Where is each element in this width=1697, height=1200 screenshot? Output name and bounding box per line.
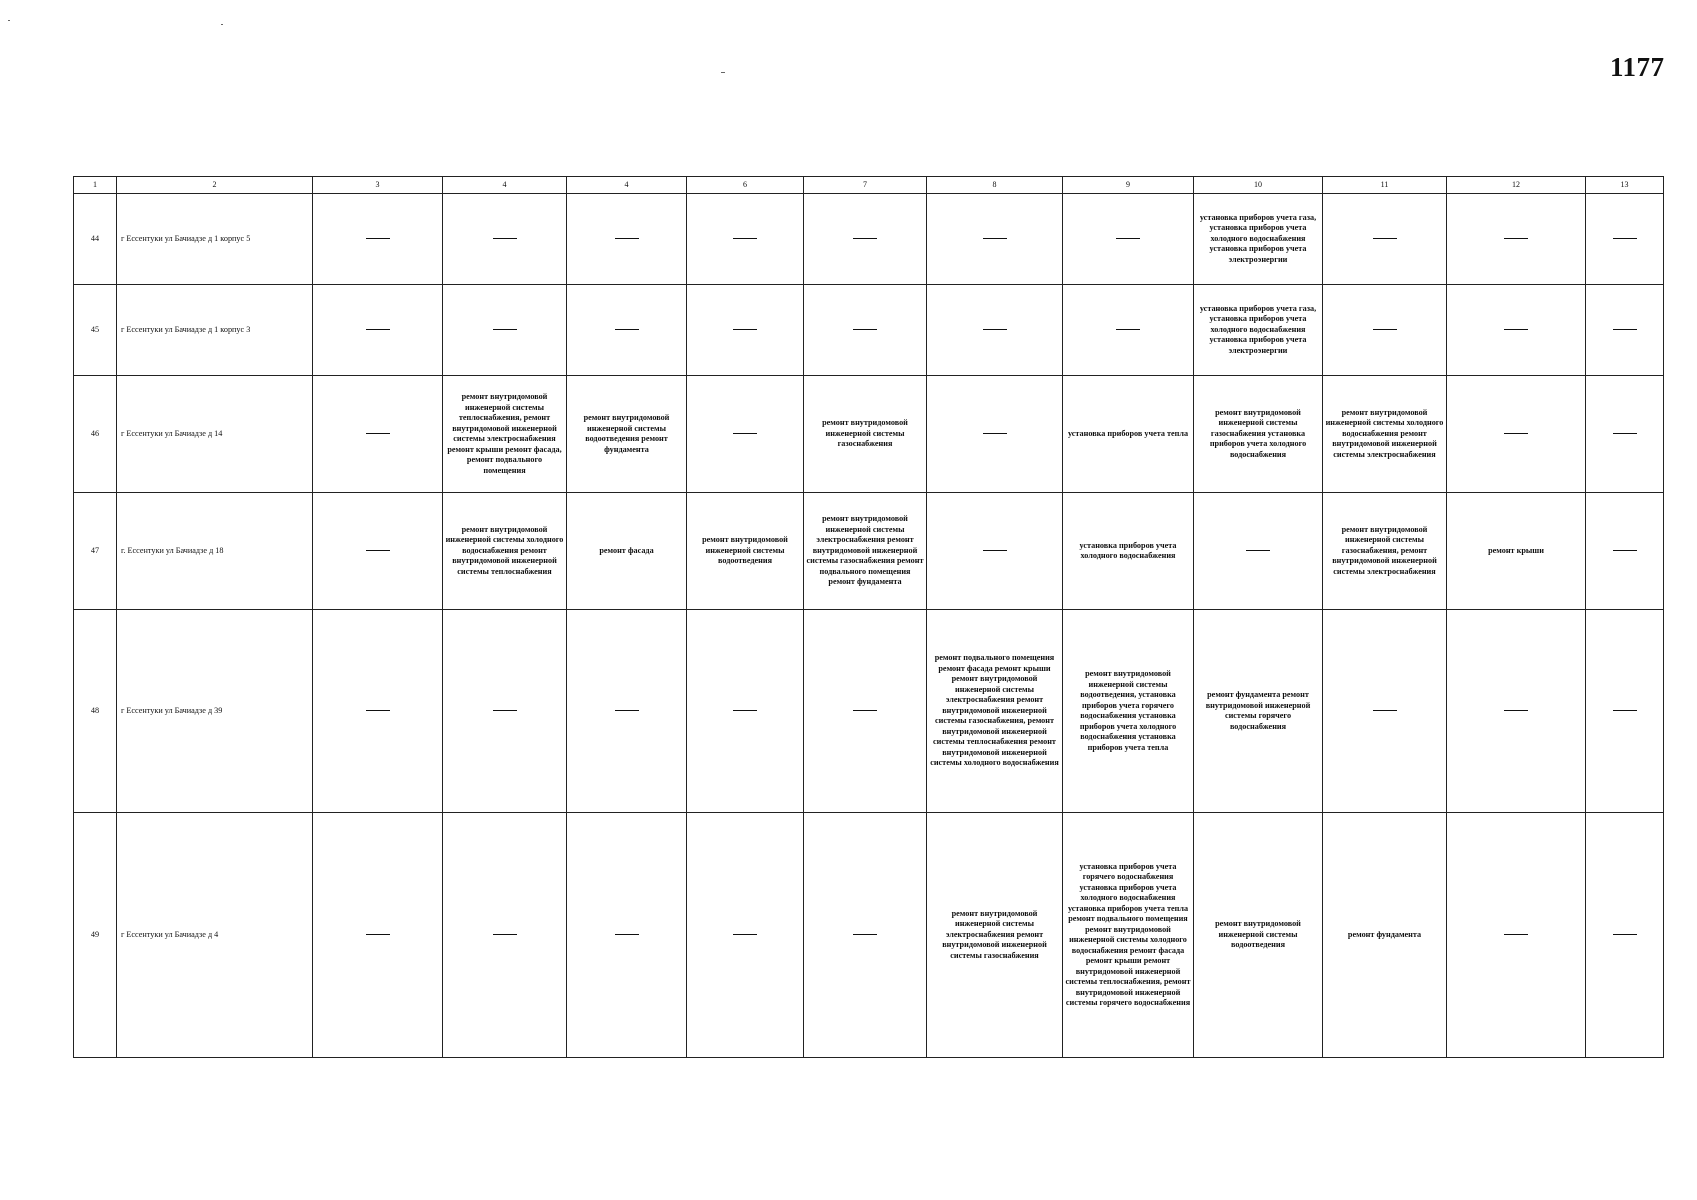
dash-mark bbox=[615, 934, 639, 935]
dash-mark bbox=[853, 329, 877, 330]
dash-mark bbox=[1613, 710, 1637, 711]
empty-cell bbox=[687, 376, 804, 493]
building-address: г Ессентуки ул Бачиадзе д 39 bbox=[117, 610, 313, 813]
dash-mark bbox=[366, 433, 390, 434]
repair-plan-table bbox=[73, 176, 1664, 1058]
empty-cell bbox=[687, 194, 804, 285]
scan-speck bbox=[8, 20, 10, 21]
work-description-cell: ремонт внутридомовой инженерной системы электроснабжения ремонт внутридомовой инженерной системы газоснабжения ремонт подвального помещения ремонт фундамента bbox=[804, 493, 927, 610]
work-description-cell: установка приборов учета тепла bbox=[1063, 376, 1194, 493]
empty-cell bbox=[1063, 285, 1194, 376]
work-description-cell: ремонт внутридомовой инженерной системы водоотведения bbox=[1194, 813, 1323, 1058]
work-description-cell: ремонт внутридомовой инженерной системы водоотведения ремонт фундамента bbox=[567, 376, 687, 493]
dash-mark bbox=[1504, 329, 1528, 330]
column-number: 9 bbox=[1063, 177, 1194, 194]
dash-mark bbox=[853, 934, 877, 935]
dash-mark bbox=[1613, 329, 1637, 330]
empty-cell bbox=[567, 610, 687, 813]
row-number: 48 bbox=[74, 610, 117, 813]
building-address: г. Ессентуки ул Бачиадзе д 18 bbox=[117, 493, 313, 610]
column-number: 6 bbox=[687, 177, 804, 194]
dash-mark bbox=[1373, 710, 1397, 711]
table-row bbox=[74, 285, 1664, 376]
page-number: 1177 bbox=[1610, 52, 1665, 82]
work-description-cell: ремонт фундамента bbox=[1323, 813, 1447, 1058]
work-description-cell: установка приборов учета холодного водоснабжения bbox=[1063, 493, 1194, 610]
dash-mark bbox=[1504, 238, 1528, 239]
empty-cell bbox=[567, 285, 687, 376]
column-number: 3 bbox=[313, 177, 443, 194]
table-row bbox=[74, 610, 1664, 813]
dash-mark bbox=[983, 550, 1007, 551]
empty-cell bbox=[687, 813, 804, 1058]
column-number: 10 bbox=[1194, 177, 1323, 194]
empty-cell bbox=[927, 194, 1063, 285]
column-number: 8 bbox=[927, 177, 1063, 194]
table-row bbox=[74, 194, 1664, 285]
empty-cell bbox=[927, 285, 1063, 376]
empty-cell bbox=[687, 610, 804, 813]
row-number: 46 bbox=[74, 376, 117, 493]
work-description-cell: ремонт внутридомовой инженерной системы газоснабжения установка приборов учета холодного водоснабжения bbox=[1194, 376, 1323, 493]
dash-mark bbox=[366, 934, 390, 935]
dash-mark bbox=[366, 710, 390, 711]
work-description-cell: ремонт внутридомовой инженерной системы холодного водоснабжения ремонт внутридомовой инженерной системы теплоснабжения bbox=[443, 493, 567, 610]
column-number: 4 bbox=[443, 177, 567, 194]
work-description-cell: ремонт внутридомовой инженерной системы электроснабжения ремонт внутридомовой инженерной системы газоснабжения bbox=[927, 813, 1063, 1058]
row-number: 49 bbox=[74, 813, 117, 1058]
dash-mark bbox=[853, 710, 877, 711]
empty-cell bbox=[804, 813, 927, 1058]
empty-cell bbox=[1447, 813, 1586, 1058]
row-number: 44 bbox=[74, 194, 117, 285]
column-number: 11 bbox=[1323, 177, 1447, 194]
work-description-cell: ремонт внутридомовой инженерной системы водоотведения bbox=[687, 493, 804, 610]
empty-cell bbox=[927, 376, 1063, 493]
empty-cell bbox=[1447, 610, 1586, 813]
building-address: г Ессентуки ул Бачиадзе д 1 корпус 3 bbox=[117, 285, 313, 376]
column-number: 7 bbox=[804, 177, 927, 194]
dash-mark bbox=[1373, 238, 1397, 239]
empty-cell bbox=[1586, 493, 1664, 610]
work-description-cell: установка приборов учета газа, установка приборов учета холодного водоснабжения установка приборов учета электроэнергии bbox=[1194, 194, 1323, 285]
empty-cell bbox=[313, 610, 443, 813]
column-number-row bbox=[74, 177, 1664, 194]
work-description-cell: ремонт внутридомовой инженерной системы газоснабжения bbox=[804, 376, 927, 493]
dash-mark bbox=[615, 710, 639, 711]
dash-mark bbox=[493, 934, 517, 935]
empty-cell bbox=[1586, 813, 1664, 1058]
empty-cell bbox=[927, 493, 1063, 610]
empty-cell bbox=[1586, 194, 1664, 285]
dash-mark bbox=[1613, 934, 1637, 935]
dash-mark bbox=[1613, 550, 1637, 551]
empty-cell bbox=[1586, 285, 1664, 376]
dash-mark bbox=[983, 329, 1007, 330]
dash-mark bbox=[1504, 710, 1528, 711]
dash-mark bbox=[1504, 934, 1528, 935]
dash-mark bbox=[615, 329, 639, 330]
work-description-cell: ремонт внутридомовой инженерной системы теплоснабжения, ремонт внутридомовой инженерной системы электроснабжения ремонт крыши ремонт фасада, ремонт подвального помещения bbox=[443, 376, 567, 493]
dash-mark bbox=[1116, 329, 1140, 330]
dash-mark bbox=[366, 329, 390, 330]
work-description-cell: ремонт внутридомовой инженерной системы газоснабжения, ремонт внутридомовой инженерной системы электроснабжения bbox=[1323, 493, 1447, 610]
dash-mark bbox=[1246, 550, 1270, 551]
dash-mark bbox=[366, 550, 390, 551]
dash-mark bbox=[983, 433, 1007, 434]
dash-mark bbox=[733, 934, 757, 935]
dash-mark bbox=[493, 710, 517, 711]
scan-speck bbox=[721, 72, 725, 73]
table-row bbox=[74, 376, 1664, 493]
empty-cell bbox=[804, 285, 927, 376]
dash-mark bbox=[615, 238, 639, 239]
dash-mark bbox=[1613, 433, 1637, 434]
work-description-cell: установка приборов учета газа, установка приборов учета холодного водоснабжения установка приборов учета электроэнергии bbox=[1194, 285, 1323, 376]
empty-cell bbox=[1194, 493, 1323, 610]
work-description-cell: ремонт фундамента ремонт внутридомовой инженерной системы горячего водоснабжения bbox=[1194, 610, 1323, 813]
empty-cell bbox=[1586, 376, 1664, 493]
building-address: г Ессентуки ул Бачиадзе д 14 bbox=[117, 376, 313, 493]
empty-cell bbox=[1447, 285, 1586, 376]
row-number: 45 bbox=[74, 285, 117, 376]
empty-cell bbox=[1323, 610, 1447, 813]
dash-mark bbox=[733, 710, 757, 711]
column-number: 1 bbox=[74, 177, 117, 194]
empty-cell bbox=[687, 285, 804, 376]
column-number: 2 bbox=[117, 177, 313, 194]
work-description-cell: ремонт крыши bbox=[1447, 493, 1586, 610]
empty-cell bbox=[1447, 194, 1586, 285]
empty-cell bbox=[804, 610, 927, 813]
dash-mark bbox=[733, 329, 757, 330]
dash-mark bbox=[1504, 433, 1528, 434]
empty-cell bbox=[1586, 610, 1664, 813]
building-address: г Ессентуки ул Бачиадзе д 4 bbox=[117, 813, 313, 1058]
empty-cell bbox=[1323, 285, 1447, 376]
dash-mark bbox=[1373, 329, 1397, 330]
empty-cell bbox=[313, 493, 443, 610]
dash-mark bbox=[366, 238, 390, 239]
column-number: 13 bbox=[1586, 177, 1664, 194]
dash-mark bbox=[1613, 238, 1637, 239]
empty-cell bbox=[443, 813, 567, 1058]
empty-cell bbox=[1323, 194, 1447, 285]
empty-cell bbox=[1447, 376, 1586, 493]
dash-mark bbox=[853, 238, 877, 239]
row-number: 47 bbox=[74, 493, 117, 610]
table-body bbox=[74, 177, 1664, 1058]
empty-cell bbox=[313, 285, 443, 376]
dash-mark bbox=[493, 238, 517, 239]
empty-cell bbox=[313, 813, 443, 1058]
column-number: 12 bbox=[1447, 177, 1586, 194]
empty-cell bbox=[567, 813, 687, 1058]
empty-cell bbox=[567, 194, 687, 285]
table-row bbox=[74, 813, 1664, 1058]
dash-mark bbox=[733, 238, 757, 239]
dash-mark bbox=[733, 433, 757, 434]
empty-cell bbox=[804, 194, 927, 285]
dash-mark bbox=[1116, 238, 1140, 239]
scan-speck bbox=[221, 24, 223, 25]
work-description-cell: ремонт внутридомовой инженерной системы холодного водоснабжения ремонт внутридомовой инженерной системы электроснабжения bbox=[1323, 376, 1447, 493]
empty-cell bbox=[443, 610, 567, 813]
empty-cell bbox=[443, 285, 567, 376]
empty-cell bbox=[443, 194, 567, 285]
empty-cell bbox=[1063, 194, 1194, 285]
work-description-cell: ремонт подвального помещения ремонт фасада ремонт крыши ремонт внутридомовой инженерной системы электроснабжения ремонт внутридомовой инженерной системы газоснабжения, ремонт внутридомовой инженерной системы теплоснабжения ремонт внутридомовой инженерной системы холодного водоснабжения bbox=[927, 610, 1063, 813]
work-description-cell: установка приборов учета горячего водоснабжения установка приборов учета холодного водоснабжения установка приборов учета тепла ремонт подвального помещения ремонт внутридомовой инженерной системы холодного водоснабжения ремонт фасада ремонт крыши ремонт внутридомовой инженерной системы теплоснабжения, ремонт внутридомовой инженерной системы горячего водоснабжения bbox=[1063, 813, 1194, 1058]
building-address: г Ессентуки ул Бачиадзе д 1 корпус 5 bbox=[117, 194, 313, 285]
empty-cell bbox=[313, 376, 443, 493]
work-description-cell: ремонт внутридомовой инженерной системы водоотведения, установка приборов учета горячего водоснабжения установка приборов учета холодного водоснабжения установка приборов учета тепла bbox=[1063, 610, 1194, 813]
column-number: 4 bbox=[567, 177, 687, 194]
work-description-cell: ремонт фасада bbox=[567, 493, 687, 610]
table-row bbox=[74, 493, 1664, 610]
dash-mark bbox=[493, 329, 517, 330]
dash-mark bbox=[983, 238, 1007, 239]
empty-cell bbox=[313, 194, 443, 285]
